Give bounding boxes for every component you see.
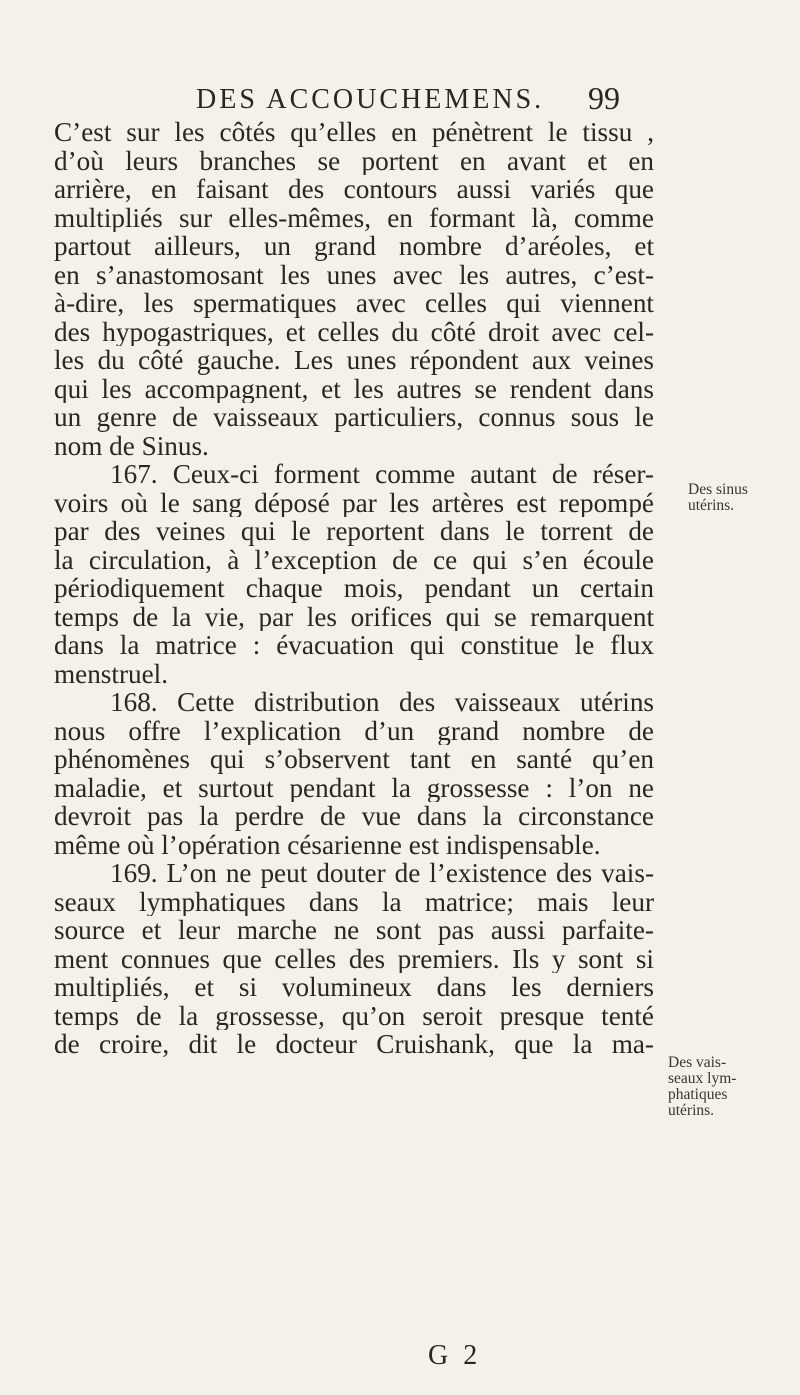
text-line: 167. Ceux-ci forment comme autant de réser- <box>110 460 654 489</box>
text-line: nous offre l’explication d’un grand nombre de <box>54 716 654 745</box>
margin-note-line: Des vais- <box>668 1054 727 1071</box>
text-line: seaux lymphatiques dans la matrice; mais leur <box>54 887 654 916</box>
text-line: par des veines qui le reportent dans le torrent de <box>54 517 654 546</box>
text-line: arrière, en faisant des contours aussi variés que <box>54 175 654 204</box>
text-line: partout ailleurs, un grand nombre d’aréoles, et <box>54 232 654 261</box>
text-line: la circulation, à l’exception de ce qui s’en écoule <box>54 545 654 574</box>
margin-note-line: phatiques <box>668 1086 728 1103</box>
text-line: de croire, dit le docteur Cruishank, que la ma- <box>54 1030 654 1059</box>
text-line: multipliés, et si volumineux dans les derniers <box>54 973 654 1002</box>
margin-note-lymph <box>668 1055 736 1119</box>
text-line: même où l’opération césarienne est indispensable. <box>54 830 601 859</box>
paragraph-168 <box>54 688 654 859</box>
text-line: voirs où le sang déposé par les artères est repompé <box>54 488 654 517</box>
signature-mark: G 2 <box>428 1340 482 1371</box>
text-line: source et leur marche ne sont pas aussi parfaite- <box>54 916 654 945</box>
margin-note-line: Des sinus <box>688 481 748 498</box>
paragraph-169 <box>54 859 654 1059</box>
text-line: temps de la vie, par les orifices qui se remarquent <box>54 602 654 631</box>
text-line: multipliés sur elles-mêmes, en formant là, comme <box>54 203 654 232</box>
margin-note-sinus <box>688 482 748 514</box>
text-line: 168. Cette distribution des vaisseaux utérins <box>110 688 654 717</box>
text-line: C’est sur les côtés qu’elles en pénètrent le tissu , <box>54 118 654 147</box>
text-line: maladie, et surtout pendant la grossesse : l’on ne <box>54 773 654 802</box>
text-line: 169. L’on ne peut douter de l’existence des vais- <box>110 859 654 888</box>
text-line: ment connues que celles des premiers. Ils y sont si <box>54 944 654 973</box>
text-line: menstruel. <box>54 659 169 688</box>
text-line: les du côté gauche. Les unes répondent aux veines <box>54 346 654 375</box>
running-title: DES ACCOUCHEMENS. <box>196 84 545 115</box>
paragraph-167 <box>54 460 654 688</box>
body-text <box>54 118 654 1059</box>
page-number: 99 <box>588 80 620 116</box>
text-line: qui les accompagnent, et les autres se rendent dans <box>54 374 654 403</box>
text-line: périodiquement chaque mois, pendant un certain <box>54 574 654 603</box>
text-line: temps de la grossesse, qu’on seroit presque tenté <box>54 1001 654 1030</box>
margin-note-line: utérins. <box>688 497 735 514</box>
text-line: des hypogastriques, et celles du côté droit avec cel- <box>54 317 654 346</box>
text-line: un genre de vaisseaux particuliers, connus sous le <box>54 403 654 432</box>
text-line: devroit pas la perdre de vue dans la circonstance <box>54 802 654 831</box>
text-line: d’où leurs branches se portent en avant et en <box>54 146 654 175</box>
margin-note-line: utérins. <box>668 1102 715 1119</box>
margin-note-line: seaux lym- <box>668 1070 737 1087</box>
text-line: nom de Sinus. <box>54 431 209 460</box>
text-line: dans la matrice : évacuation qui constitue le flux <box>54 631 654 660</box>
paragraph-166-continued <box>54 118 654 460</box>
text-line: phénomènes qui s’observent tant en santé qu’en <box>54 745 654 774</box>
text-line: à-dire, les spermatiques avec celles qui viennent <box>54 289 654 318</box>
text-line: en s’anastomosant les unes avec les autres, c’est- <box>54 260 654 289</box>
